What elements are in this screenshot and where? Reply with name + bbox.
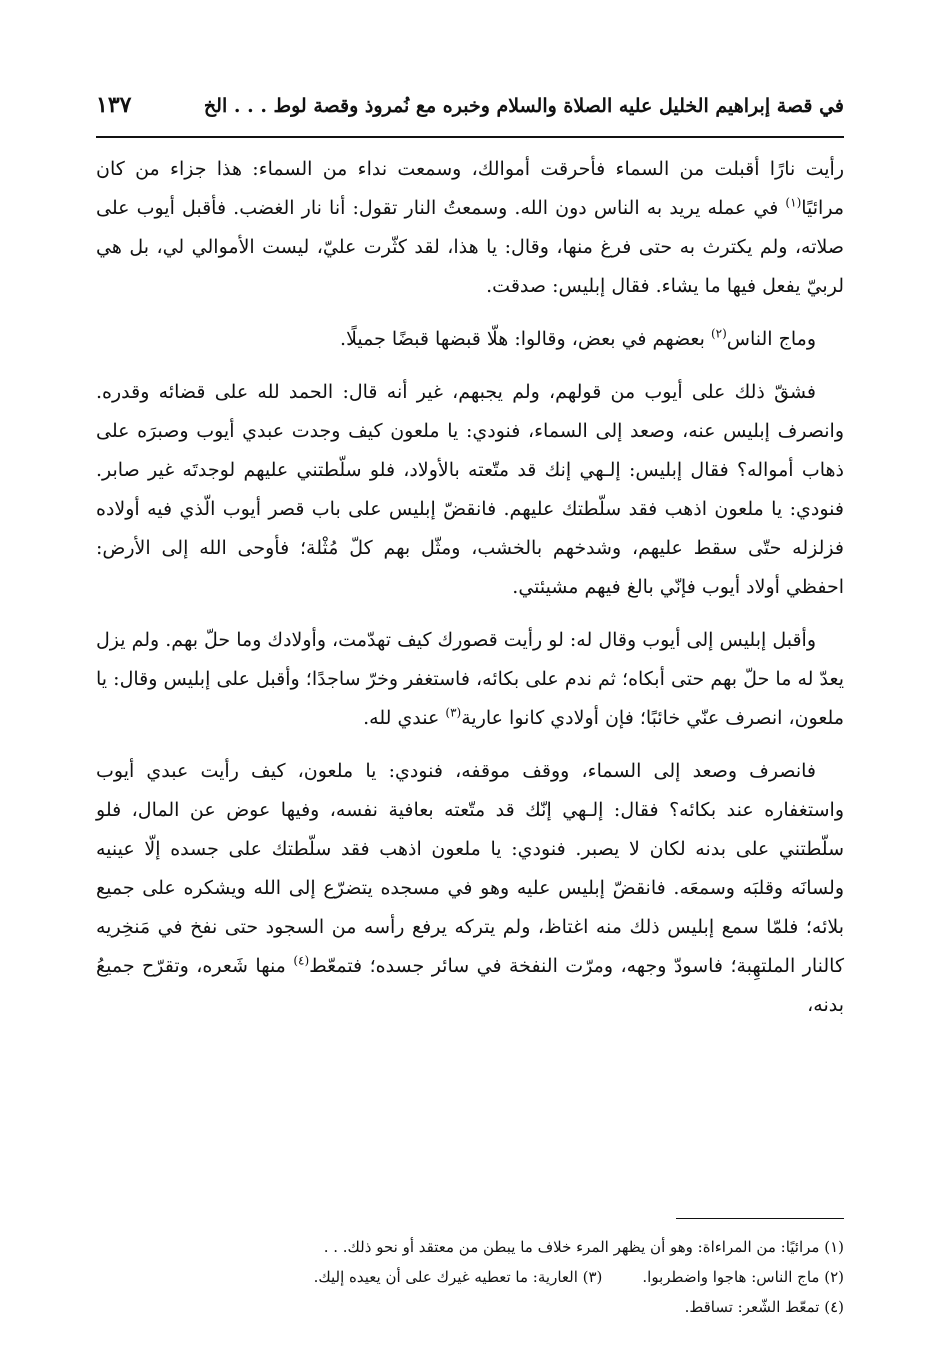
footnote-3: (٣) العارية: ما تعطيه غيرك على أن يعيده إليك. — [313, 1268, 603, 1286]
footnote-1: (١) مرائيًا: من المراءاة: وهو أن يظهر المرء خلاف ما يبطن من معتقد أو نحو ذلك. . . — [323, 1238, 844, 1256]
footnote-rule — [676, 1218, 844, 1219]
paragraph: فانصرف وصعد إلى السماء، ووقف موقفه، فنودي: يا ملعون، كيف رأيت عبدي أيوب واستغفاره عند بكائه؟ فقال: إلـهي إنّك قد متّعته بعافية نفسه، وفيها عوض عن المال، فلو سلّطتني على بدنه لكان لا يصبر. فنودي: يا ملعون اذهب فقد سلّطتك على جسده إلّا عينيه ولسانَه وقلبَه وسمعَه. فانقضّ إبليس عليه وهو في مسجده يتضرّع إلى الله ويشكره على جميع بلائه؛ فلمّا سمع إبليس ذلك منه اغتاظ، ولم يتركه يرفع رأسه من السجود حتى نفخ في مَنخِريه كالنار الملتهِبة؛ فاسودّ وجهه، ومرّت النفخة في سائر جسده؛ فتمعّط$^{(٤)}$ منها شَعره، وتقرّح جميعُ بدنه، — [96, 760, 845, 1016]
main-text — [96, 150, 844, 1039]
header-rule — [96, 136, 844, 138]
footnote-ref: (١) — [785, 195, 802, 210]
footnotes — [96, 1232, 844, 1322]
footnote-4: (٤) تمعّط الشّعر: تساقط. — [684, 1298, 844, 1316]
paragraph: فشقّ ذلك على أيوب من قولهم، ولم يجبهم، غير أنه قال: الحمد لله على قضائه وقدره. وانصرف إبليس عنه، وصعد إلى السماء، فنودي: يا ملعون كيف وجدت عبدي أيوب وصبرَه على ذهاب أمواله؟ فقال إبليس: إلـهي إنك قد متّعته بالأولاد، فلو سلّطتني عليهم لوجدتَه غير صابر. فنودي: يا ملعون اذهب فقد سلّطتك عليهم. فانقضّ إبليس على باب قصر أيوب الّذي فيه أولاده فزلزله حتّى سقط عليهم، وشدخهم بالخشب، ومثّل بهم كلّ مُثْلة؛ فأوحى الله إلى الأرض: احفظي أولاد أيوب فإنّي بالغ فيهم مشيئتي. — [96, 381, 844, 598]
page-number: ١٣٧ — [96, 92, 132, 118]
page-header — [96, 92, 844, 118]
running-title: في قصة إبراهيم الخليل عليه الصلاة والسلام وخبره مع نُمروذ وقصة لوط . . . الخ — [203, 95, 844, 117]
paragraph: رأيت نارًا أقبلت من السماء فأحرقت أموالك، وسمعت نداء من السماء: هذا جزاء من كان مرائيًا$^{(١)}$ في عمله يريد به الناس دون الله. وسمعتُ النار تقول: أنا نار الغضب. فأقبل أيوب على صلاته، ولم يكترث به حتى فرغ منها، وقال: يا هذا، لقد كثّرت عليّ، ليست الأموالي لي، بل هي لربيّ يفعل فيها ما يشاء. فقال إبليس: صدقت. — [96, 158, 844, 297]
paragraph: وماج الناس$^{(٢)}$ بعضهم في بعض، وقالوا: هلّا قبضها قبضًا جميلًا. — [340, 326, 816, 350]
paragraph: وأقبل إبليس إلى أيوب وقال له: لو رأيت قصورك كيف تهدّمت، وأولادك وما حلّ بهم. ولم يزل يعدّ له ما حلّ بهم حتى أبكاه؛ ثم ندم على بكائه، فاستغفر وخرّ ساجدًا؛ وأقبل على إبليس وقال: يا ملعون، انصرف عنّي خائبًا؛ فإن أولادي كانوا عارية$^{(٣)}$ عندي لله. — [96, 629, 844, 729]
footnote-ref: (٤) — [293, 953, 310, 968]
footnote-2: (٢) ماج الناس: هاجوا واضطربوا. — [642, 1268, 844, 1286]
footnote-ref: (٣) — [445, 705, 462, 720]
footnote-ref: (٢) — [710, 326, 727, 341]
